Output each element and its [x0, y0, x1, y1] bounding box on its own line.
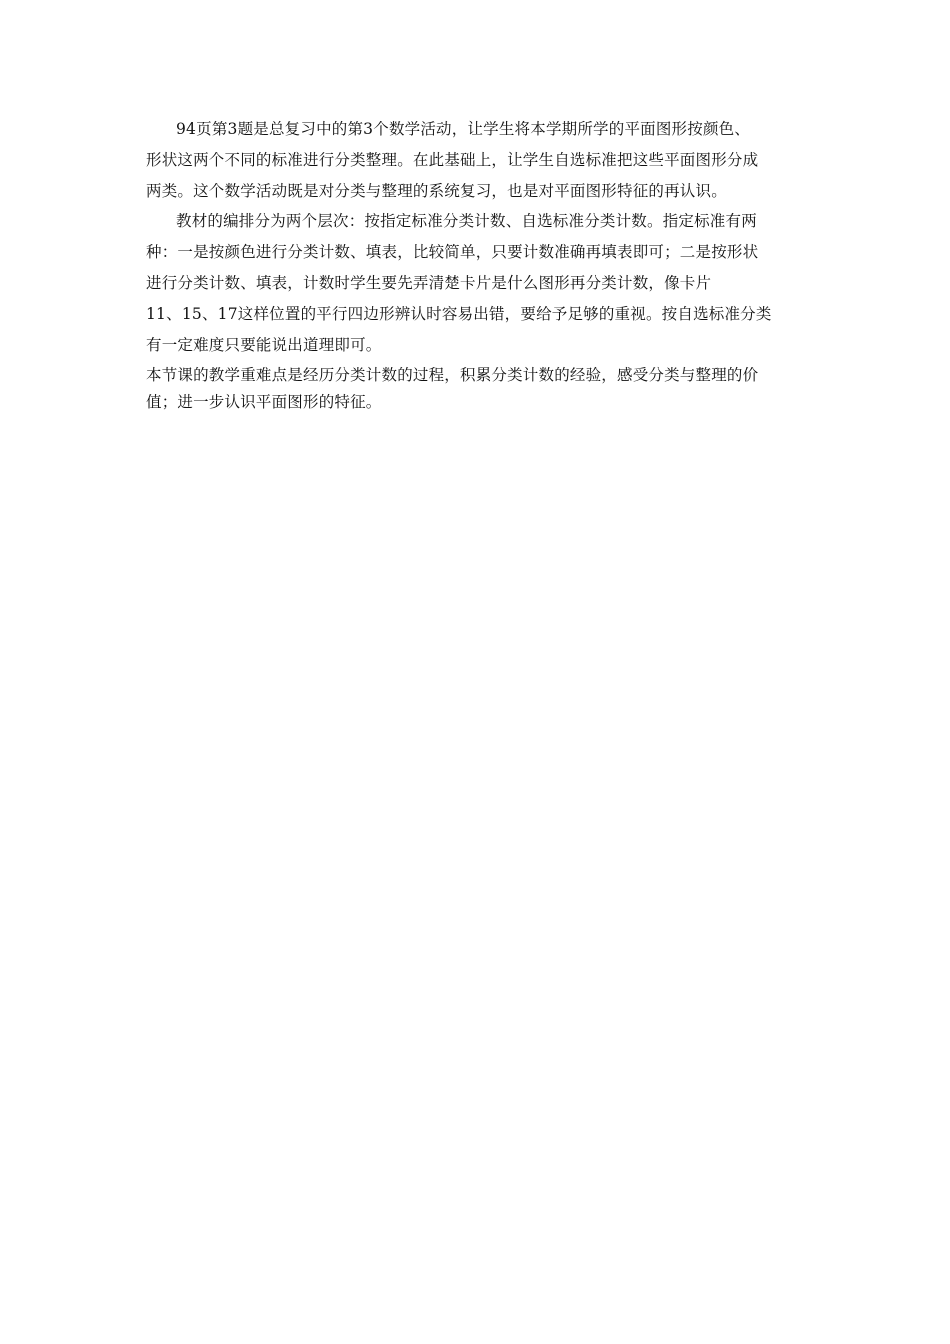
text-line: 进行分类计数、填表，计数时学生要先弄清楚卡片是什么图形再分类计数，像卡片 — [146, 274, 712, 292]
paragraph-key-points — [146, 365, 806, 419]
text-line: 94页第3题是总复习中的第3个数学活动，让学生将本学期所学的平面图形按颜色、 — [176, 120, 751, 138]
document-body — [146, 119, 806, 419]
text-line: 本节课的教学重难点是经历分类计数的过程，积累分类计数的经验，感受分类与整理的价 — [146, 366, 759, 384]
paragraph-textbook-layout — [146, 211, 806, 355]
text-line: 值；进一步认识平面图形的特征。 — [146, 393, 382, 411]
text-line: 有一定难度只要能说出道理即可。 — [146, 336, 382, 354]
text-line: 形状这两个不同的标准进行分类整理。在此基础上，让学生自选标准把这些平面图形分成 — [146, 151, 759, 169]
paragraph-activity-intro — [146, 119, 806, 201]
text-line: 11、15、17这样位置的平行四边形辨认时容易出错，要给予足够的重视。按自选标准分类 — [146, 305, 772, 323]
text-line: 两类。这个数学活动既是对分类与整理的系统复习，也是对平面图形特征的再认识。 — [146, 182, 727, 200]
text-line: 种：一是按颜色进行分类计数、填表，比较简单，只要计数准确再填表即可；二是按形状 — [146, 243, 759, 261]
text-line: 教材的编排分为两个层次：按指定标准分类计数、自选标准分类计数。指定标准有两 — [176, 212, 757, 230]
